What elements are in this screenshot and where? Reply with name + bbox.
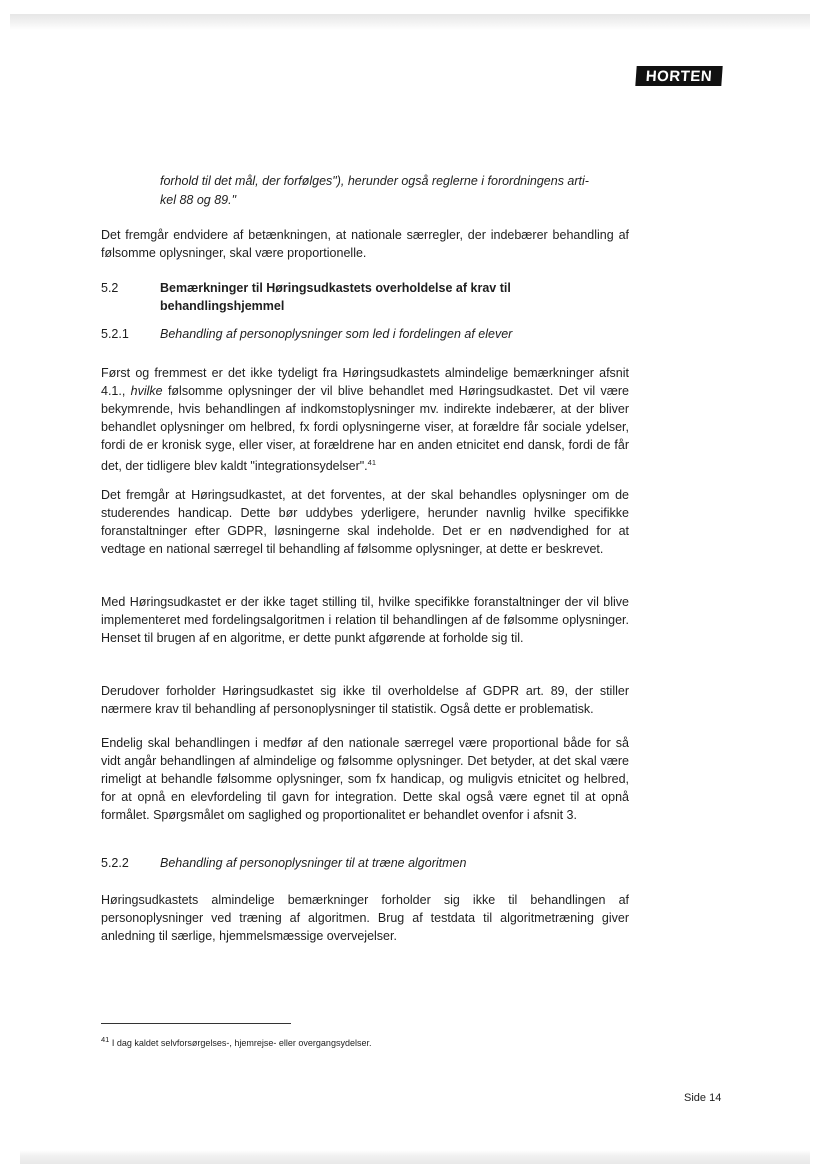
logo-text: HORTEN: [645, 67, 713, 85]
paragraph-proportionality: Det fremgår endvidere af betænkningen, at nationale særregler, der indebærer behandling af følsomme oplysninger, skal være proportionelle.: [101, 228, 629, 260]
section-heading-5-2-2: [101, 854, 631, 872]
section-number: 5.2: [101, 281, 119, 295]
paragraph-proportional-processing: Endelig skal behandlingen i medfør af den nationale særregel være proportional både for så vidt angår behandlingen af almindelige og følsomme oplysninger. Det betyder, at det skal være rimeligt at behandle følsomme oplysninger, som fx handicap, og muligvis etnicitet og helbred, for at opnå en elevfordeling til gavn for integration. Dette skal også være egnet til at opnå formålet. Spørgsmålet om saglighed og proportionalitet er behandlet ovenfor i afsnit 3.: [101, 736, 629, 822]
scan-bottom-edge: [20, 1150, 810, 1164]
paragraph-handicap: Det fremgår at Høringsudkastet, at det forventes, at der skal behandles oplysninger om de studerendes handicap. Dette bør uddybes yderligere, herunder navnlig hvilke specifikke foranstaltninger efter GDPR, løsningerne skal indeholde. Det er en nødvendighed for at vedtage en national særregel til behandling af følsomme oplysninger, at dette er beskrevet.: [101, 488, 629, 556]
section-heading-5-2: [101, 279, 631, 315]
paragraph-measures: Med Høringsudkastet er der ikke taget stilling til, hvilke specifikke foranstaltninger der vil blive implementeret med fordelingsalgoritmen i relation til behandlingen af de følsomme oplysninger. Henset til brugen af en algoritme, er dette punkt afgørende at forholde sig til.: [101, 595, 629, 645]
page-number: Side 14: [684, 1092, 722, 1104]
section-title: Behandling af personoplysninger som led i fordelingen af elever: [160, 327, 513, 341]
block-quote: [160, 172, 628, 210]
quote-line-2: kel 88 og 89.": [160, 193, 237, 207]
scan-top-edge: [10, 14, 810, 30]
text-run: Først og fremmest er det ikke tydeligt fra Høringsudkastets almindelige bemærkninger afsnit 4.1.,: [101, 366, 629, 398]
footnote-separator: [101, 1023, 291, 1024]
paragraph-algorithm-training: Høringsudkastets almindelige bemærkninger forholder sig ikke til behandlingen af personoplysninger ved træning af algoritmen. Brug af testdata til algoritmetræning giver anledning til særlige, hjemmelsmæssige overvejelser.: [101, 893, 629, 943]
quote-line-1: forhold til det mål, der forfølges"), herunder også reglerne i forordningens arti-: [160, 174, 589, 188]
section-heading-5-2-1: [101, 325, 631, 343]
section-title: Bemærkninger til Høringsudkastets overholdelse af krav til behandlingshjemmel: [160, 281, 511, 313]
footnote: [101, 1034, 629, 1049]
horten-logo: [635, 66, 722, 86]
text-run: følsomme oplysninger der vil blive behandlet med Høringsudkastet. Det vil være bekymrende, hvis behandlingen af indkomstoplysninger mv. indirekte indebærer, at der bliver behandlet oplysninger om helbred, fx fordi oplysningerne viser, at forældre får sociale ydelser, fordi de er kronisk syge, eller viser, at forældrene har en anden etnicitet end dansk, fordi de får det, der tidligere blev kaldt "integrationsydelser".: [101, 384, 629, 474]
footnote-text: I dag kaldet selvforsørgelses-, hjemrejse- eller overgangsydelser.: [109, 1038, 372, 1048]
section-number: 5.2.1: [101, 327, 129, 341]
footnote-reference[interactable]: 41: [367, 458, 377, 467]
footnote-marker: 41: [101, 1035, 110, 1044]
section-number: 5.2.2: [101, 856, 129, 870]
section-title: Behandling af personoplysninger til at træne algoritmen: [160, 856, 467, 870]
paragraph-sensitive-data: [101, 364, 629, 475]
paragraph-gdpr-art-89: Derudover forholder Høringsudkastet sig ikke til overholdelse af GDPR art. 89, der stiller nærmere krav til behandling af personoplysninger til statistik. Også dette er problematisk.: [101, 684, 629, 716]
emphasis-text: hvilke: [130, 384, 163, 398]
